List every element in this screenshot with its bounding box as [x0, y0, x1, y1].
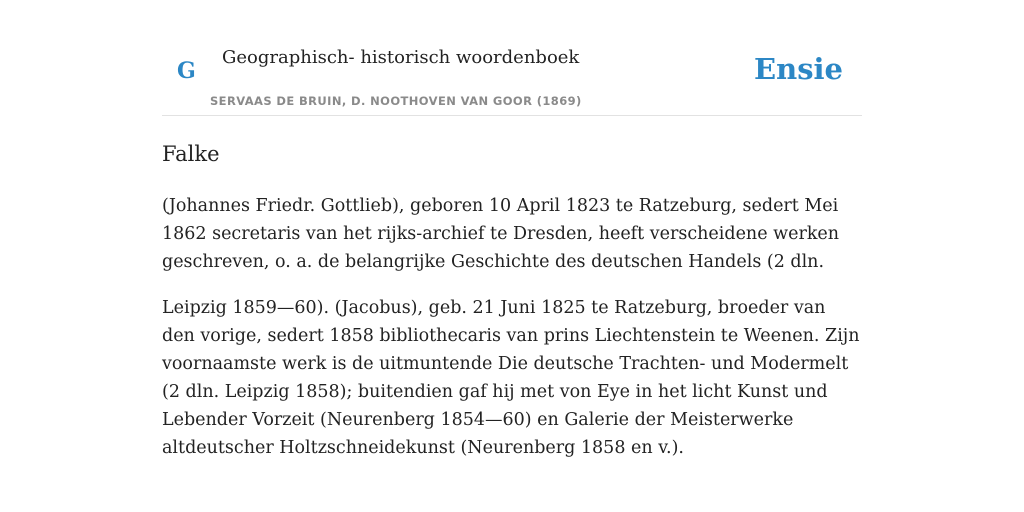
book-title-link[interactable]: Geographisch- historisch woordenboek — [222, 47, 580, 68]
book-authors: SERVAAS DE BRUIN, D. NOOTHOVEN VAN GOOR (1869) — [210, 94, 582, 108]
entry-content — [162, 138, 862, 480]
entry-paragraph: (Johannes Friedr. Gottlieb), geboren 10 April 1823 te Ratzeburg, sedert Mei 1862 secretaris van het rijks-archief te Dresden, heeft verscheidene werken geschreven, o. a. de belangrijke Geschichte des deutschen Handels (2 dln. — [162, 196, 840, 272]
ensie-logo[interactable]: Ensie — [754, 52, 843, 86]
source-header — [162, 38, 862, 116]
entry-paragraph: Leipzig 1859—60). (Jacobus), geb. 21 Juni 1825 te Ratzeburg, broeder van den vorige, sedert 1858 bibliothecaris van prins Liechtenstein te Weenen. Zijn voornaamste werk is de uitmuntende Die deutsche Trachten- und Modermelt (2 dln. Leipzig 1858); buitendien gaf hij met von Eye in het licht Kunst und Lebender Vorzeit (Neurenberg 1854—60) en Galerie der Meisterwerke altdeutscher Holtzschneidekunst (Neurenberg 1858 en v.). — [162, 298, 860, 458]
entry-title: Falke — [162, 142, 220, 166]
source-logo-letter[interactable]: G — [177, 58, 196, 84]
